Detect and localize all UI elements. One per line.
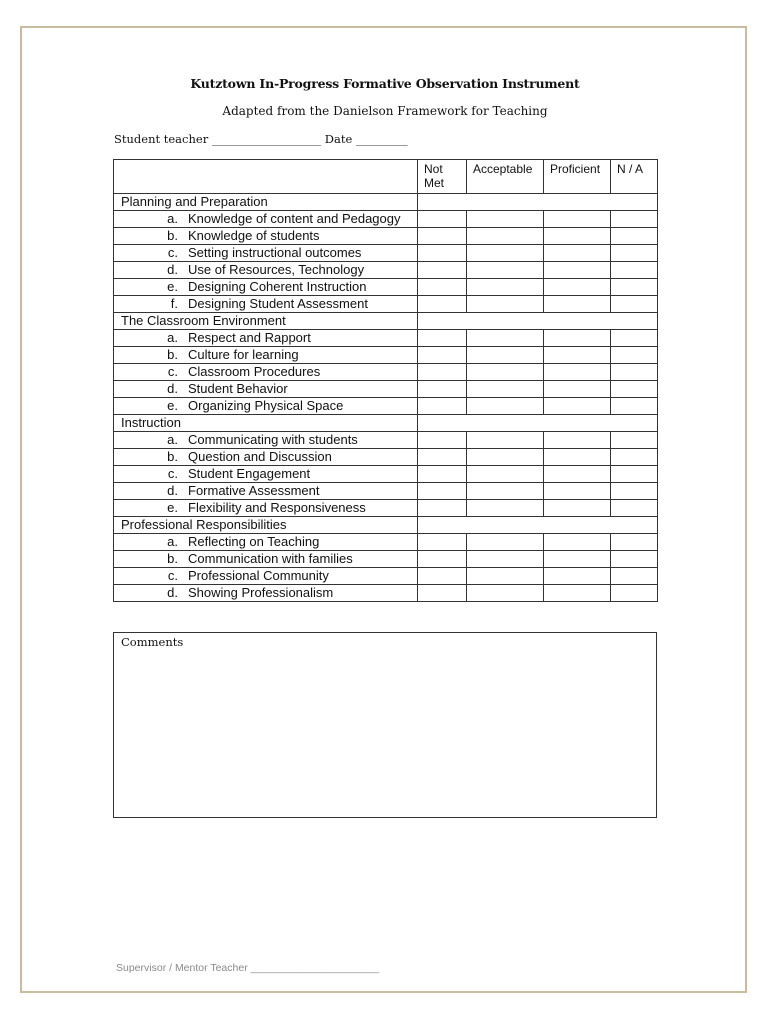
criterion-letter: c.	[167, 364, 178, 379]
document-subtitle: Adapted from the Danielson Framework for Teaching	[222, 104, 548, 118]
criterion-cell	[114, 534, 418, 551]
proficient-cell[interactable]	[544, 551, 611, 568]
criterion-letter: e.	[167, 500, 178, 515]
date-field[interactable]: Date _________	[324, 132, 408, 146]
criterion-cell	[114, 262, 418, 279]
proficient-cell[interactable]	[544, 279, 611, 296]
table-row	[114, 228, 658, 245]
na-cell[interactable]	[611, 381, 658, 398]
acceptable-cell[interactable]	[467, 245, 544, 262]
header-proficient: Proficient	[544, 160, 611, 194]
criterion-label: Professional Community	[188, 568, 329, 583]
criterion-letter: a.	[167, 432, 178, 447]
criterion-label: Showing Professionalism	[188, 585, 334, 600]
proficient-cell[interactable]	[544, 330, 611, 347]
not-met-cell[interactable]	[418, 466, 467, 483]
criterion-label: Knowledge of students	[188, 228, 320, 243]
na-cell[interactable]	[611, 398, 658, 415]
criterion-label: Designing Student Assessment	[188, 296, 368, 311]
criterion-label: Setting instructional outcomes	[188, 245, 362, 260]
criterion-letter: e.	[167, 279, 178, 294]
acceptable-cell[interactable]	[467, 381, 544, 398]
na-cell[interactable]	[611, 585, 658, 602]
proficient-cell[interactable]	[544, 585, 611, 602]
not-met-cell[interactable]	[418, 211, 467, 228]
acceptable-cell[interactable]	[467, 364, 544, 381]
not-met-cell[interactable]	[418, 500, 467, 517]
proficient-cell[interactable]	[544, 364, 611, 381]
acceptable-cell[interactable]	[467, 534, 544, 551]
criterion-cell	[114, 568, 418, 585]
criterion-label: Communication with families	[188, 551, 353, 566]
criterion-cell	[114, 466, 418, 483]
criterion-letter: a.	[167, 534, 178, 549]
acceptable-cell[interactable]	[467, 500, 544, 517]
criterion-label: Formative Assessment	[188, 483, 320, 498]
criterion-label: Student Engagement	[188, 466, 311, 481]
criterion-label: Communicating with students	[188, 432, 358, 447]
acceptable-cell[interactable]	[467, 551, 544, 568]
table-row	[114, 262, 658, 279]
not-met-cell[interactable]	[418, 381, 467, 398]
table-row	[114, 551, 658, 568]
section-blank	[418, 194, 658, 211]
table-row	[114, 296, 658, 313]
section-blank	[418, 415, 658, 432]
proficient-cell[interactable]	[544, 432, 611, 449]
criterion-cell	[114, 500, 418, 517]
criterion-cell	[114, 551, 418, 568]
proficient-cell[interactable]	[544, 245, 611, 262]
acceptable-cell[interactable]	[467, 347, 544, 364]
criterion-label: Reflecting on Teaching	[188, 534, 320, 549]
criterion-cell	[114, 398, 418, 415]
supervisor-signature-line[interactable]: Supervisor / Mentor Teacher ______________________	[116, 962, 380, 974]
table-row	[114, 432, 658, 449]
criterion-label: Student Behavior	[188, 381, 288, 396]
criterion-letter: f.	[170, 296, 178, 311]
header-na: N / A	[611, 160, 658, 194]
criterion-label: Flexibility and Responsiveness	[188, 500, 366, 515]
header-acceptable: Acceptable	[467, 160, 544, 194]
criterion-letter: c.	[167, 245, 178, 260]
observation-table	[113, 159, 658, 602]
not-met-cell[interactable]	[418, 551, 467, 568]
not-met-cell[interactable]	[418, 245, 467, 262]
table-row	[114, 211, 658, 228]
na-cell[interactable]	[611, 330, 658, 347]
table-row	[114, 568, 658, 585]
criterion-cell	[114, 347, 418, 364]
criterion-letter: a.	[167, 330, 178, 345]
acceptable-cell[interactable]	[467, 330, 544, 347]
document-title: Kutztown In-Progress Formative Observation Instrument	[190, 76, 580, 91]
criterion-label: Classroom Procedures	[188, 364, 321, 379]
na-cell[interactable]	[611, 296, 658, 313]
not-met-cell[interactable]	[418, 279, 467, 296]
proficient-cell[interactable]	[544, 381, 611, 398]
section-blank	[418, 313, 658, 330]
na-cell[interactable]	[611, 364, 658, 381]
proficient-cell[interactable]	[544, 534, 611, 551]
acceptable-cell[interactable]	[467, 466, 544, 483]
criterion-letter: b.	[167, 347, 178, 362]
na-cell[interactable]	[611, 245, 658, 262]
section-title: Professional Responsibilities	[114, 517, 418, 534]
criterion-letter: d.	[167, 262, 178, 277]
acceptable-cell[interactable]	[467, 483, 544, 500]
proficient-cell[interactable]	[544, 449, 611, 466]
criterion-letter: b.	[167, 449, 178, 464]
not-met-cell[interactable]	[418, 364, 467, 381]
header-not-met: Not Met	[418, 160, 467, 194]
criterion-cell	[114, 483, 418, 500]
table-body	[114, 194, 658, 602]
na-cell[interactable]	[611, 432, 658, 449]
criterion-label: Organizing Physical Space	[188, 398, 344, 413]
acceptable-cell[interactable]	[467, 279, 544, 296]
criteria-header	[114, 160, 418, 194]
acceptable-cell[interactable]	[467, 398, 544, 415]
not-met-cell[interactable]	[418, 449, 467, 466]
table-row	[114, 279, 658, 296]
acceptable-cell[interactable]	[467, 296, 544, 313]
table-row	[114, 330, 658, 347]
criterion-label: Respect and Rapport	[188, 330, 311, 345]
proficient-cell[interactable]	[544, 228, 611, 245]
acceptable-cell[interactable]	[467, 449, 544, 466]
proficient-cell[interactable]	[544, 466, 611, 483]
criterion-letter: d.	[167, 483, 178, 498]
section-title: Planning and Preparation	[114, 194, 418, 211]
acceptable-cell[interactable]	[467, 432, 544, 449]
table-row	[114, 500, 658, 517]
proficient-cell[interactable]	[544, 483, 611, 500]
proficient-cell[interactable]	[544, 398, 611, 415]
table-row	[114, 364, 658, 381]
proficient-cell[interactable]	[544, 500, 611, 517]
table-row	[114, 449, 658, 466]
na-cell[interactable]	[611, 483, 658, 500]
not-met-cell[interactable]	[418, 398, 467, 415]
section-row	[114, 415, 658, 432]
criterion-letter: e.	[167, 398, 178, 413]
criterion-letter: b.	[167, 551, 178, 566]
proficient-cell[interactable]	[544, 262, 611, 279]
criterion-cell	[114, 211, 418, 228]
not-met-cell[interactable]	[418, 483, 467, 500]
section-row	[114, 517, 658, 534]
table-row	[114, 398, 658, 415]
acceptable-cell[interactable]	[467, 568, 544, 585]
acceptable-cell[interactable]	[467, 211, 544, 228]
comments-box[interactable]	[113, 632, 657, 818]
table-row	[114, 245, 658, 262]
acceptable-cell[interactable]	[467, 228, 544, 245]
acceptable-cell[interactable]	[467, 585, 544, 602]
criterion-cell	[114, 585, 418, 602]
student-teacher-field[interactable]: Student teacher ___________________	[114, 132, 322, 146]
not-met-cell[interactable]	[418, 330, 467, 347]
section-blank	[418, 517, 658, 534]
criterion-letter: b.	[167, 228, 178, 243]
na-cell[interactable]	[611, 228, 658, 245]
not-met-cell[interactable]	[418, 534, 467, 551]
na-cell[interactable]	[611, 262, 658, 279]
comments-label: Comments	[121, 635, 184, 649]
criterion-letter: d.	[167, 585, 178, 600]
criterion-cell	[114, 279, 418, 296]
proficient-cell[interactable]	[544, 568, 611, 585]
section-title: Instruction	[114, 415, 418, 432]
criterion-cell	[114, 296, 418, 313]
criterion-label: Use of Resources, Technology	[188, 262, 365, 277]
criterion-letter: c.	[167, 568, 178, 583]
table-row	[114, 466, 658, 483]
not-met-cell[interactable]	[418, 262, 467, 279]
criterion-label: Knowledge of content and Pedagogy	[188, 211, 401, 226]
criterion-letter: d.	[167, 381, 178, 396]
criterion-cell	[114, 381, 418, 398]
section-row	[114, 313, 658, 330]
proficient-cell[interactable]	[544, 296, 611, 313]
table-row	[114, 534, 658, 551]
student-teacher-line	[114, 132, 408, 146]
criterion-cell	[114, 228, 418, 245]
na-cell[interactable]	[611, 449, 658, 466]
not-met-cell[interactable]	[418, 432, 467, 449]
acceptable-cell[interactable]	[467, 262, 544, 279]
table-row	[114, 381, 658, 398]
na-cell[interactable]	[611, 347, 658, 364]
not-met-cell[interactable]	[418, 296, 467, 313]
criterion-cell	[114, 364, 418, 381]
not-met-cell[interactable]	[418, 347, 467, 364]
not-met-cell[interactable]	[418, 568, 467, 585]
criterion-cell	[114, 330, 418, 347]
proficient-cell[interactable]	[544, 347, 611, 364]
na-cell[interactable]	[611, 568, 658, 585]
table-row	[114, 483, 658, 500]
criterion-cell	[114, 449, 418, 466]
section-row	[114, 194, 658, 211]
criterion-label: Culture for learning	[188, 347, 299, 362]
table-row	[114, 585, 658, 602]
criterion-letter: c.	[167, 466, 178, 481]
proficient-cell[interactable]	[544, 211, 611, 228]
criterion-letter: a.	[167, 211, 178, 226]
criterion-label: Question and Discussion	[188, 449, 332, 464]
table-header-row	[114, 160, 658, 194]
na-cell[interactable]	[611, 466, 658, 483]
criterion-cell	[114, 432, 418, 449]
criterion-cell	[114, 245, 418, 262]
na-cell[interactable]	[611, 279, 658, 296]
section-title: The Classroom Environment	[114, 313, 418, 330]
na-cell[interactable]	[611, 534, 658, 551]
na-cell[interactable]	[611, 551, 658, 568]
na-cell[interactable]	[611, 500, 658, 517]
not-met-cell[interactable]	[418, 585, 467, 602]
criterion-label: Designing Coherent Instruction	[188, 279, 367, 294]
na-cell[interactable]	[611, 211, 658, 228]
table-row	[114, 347, 658, 364]
not-met-cell[interactable]	[418, 228, 467, 245]
